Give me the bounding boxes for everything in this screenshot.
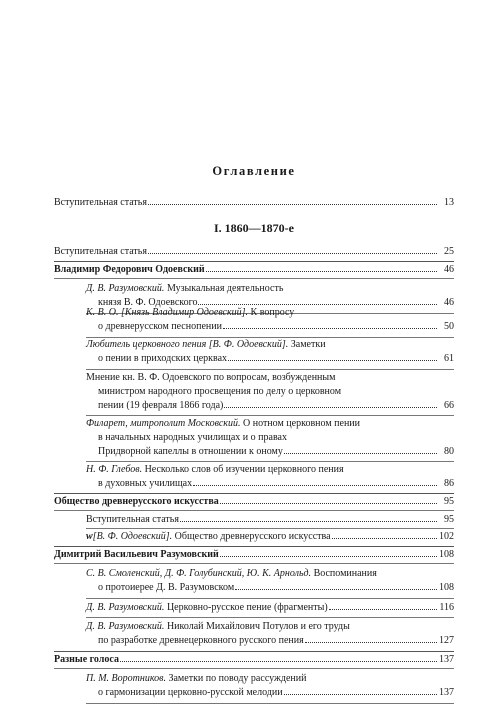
leader-dots <box>235 589 437 590</box>
divider <box>54 510 454 511</box>
leader-dots <box>180 521 437 522</box>
page-number: 50 <box>444 321 454 333</box>
entry-title: Воспоминания <box>311 568 377 579</box>
entry-author: Любитель церковного пения [В. Ф. Одоевский]. <box>86 339 289 350</box>
page-number: 61 <box>444 353 454 365</box>
entry-author: Филарет, митрополит Московский. <box>86 418 241 429</box>
toc-heading-society[interactable] <box>54 495 454 509</box>
leader-dots <box>220 503 437 504</box>
divider <box>86 617 454 618</box>
toc-entry[interactable] <box>86 620 454 648</box>
toc-entry[interactable] <box>86 601 454 615</box>
leader-dots <box>224 407 437 408</box>
divider <box>86 369 454 370</box>
entry-title: Общество древнерусского искусства <box>172 531 331 542</box>
heading-title: Владимир Федорович Одоевский <box>54 264 205 275</box>
page-number: 95 <box>444 496 454 507</box>
divider <box>54 261 454 262</box>
toc-title: Оглавление <box>212 164 296 178</box>
entry-title-cont: князя В. Ф. Одоевского <box>98 297 198 309</box>
page-number: 108 <box>439 549 454 560</box>
entry-author: Д. В. Разумовский. <box>86 621 165 632</box>
entry-title: Заметки по поводу рассуждений <box>165 673 307 684</box>
leader-dots <box>329 609 437 610</box>
toc-heading-razumovsky[interactable] <box>54 548 454 562</box>
leader-dots <box>220 556 437 557</box>
leader-dots <box>223 328 437 329</box>
toc-entry[interactable] <box>86 567 454 595</box>
entry-title: Вступительная статья <box>54 197 147 208</box>
divider <box>54 668 454 669</box>
toc-entry-section-intro[interactable] <box>54 245 454 259</box>
leader-dots <box>148 253 437 254</box>
divider <box>54 546 454 547</box>
page-number: 127 <box>439 635 454 647</box>
page-number: 108 <box>439 582 454 594</box>
toc-entry[interactable] <box>86 417 454 460</box>
entry-title: Мнение кн. В. Ф. Одоевского по вопросам, возбужденным <box>86 372 336 383</box>
entry-author-mark: w <box>86 531 93 542</box>
divider <box>86 461 454 462</box>
heading-title: Общество древнерусского искусства <box>54 496 219 507</box>
entry-title-cont: в начальных народных училищах и о правах <box>98 432 287 444</box>
page-number: 137 <box>439 654 454 665</box>
table-of-contents <box>54 0 454 720</box>
entry-title-cont: в духовных училищах <box>98 478 193 490</box>
entry-title-cont: Придворной капеллы в отношении к оному <box>98 446 283 458</box>
entry-title: Церковно-русское пение (фрагменты) <box>164 602 328 613</box>
divider <box>54 651 454 652</box>
page-number: 25 <box>444 246 454 257</box>
entry-title: О нотном церковном пении <box>240 418 360 429</box>
toc-entry[interactable] <box>86 463 454 491</box>
leader-dots <box>120 661 437 662</box>
entry-title: Вступительная статья <box>86 514 179 525</box>
entry-title: Вступительная статья <box>54 246 147 257</box>
leader-dots <box>228 360 437 361</box>
leader-dots <box>193 485 437 486</box>
page-number: 13 <box>444 197 454 208</box>
divider <box>54 278 454 279</box>
page-number: 95 <box>444 514 454 525</box>
page-number: 86 <box>444 478 454 490</box>
page-number: 116 <box>439 602 454 613</box>
entry-title: Заметки <box>288 339 326 350</box>
toc-heading-voices[interactable] <box>54 653 454 667</box>
toc-entry[interactable] <box>86 513 454 527</box>
divider <box>86 598 454 599</box>
entry-title-cont: о гармонизации церковно-русской мелодии <box>98 687 283 699</box>
page-number: 46 <box>444 297 454 309</box>
leader-dots <box>148 204 437 205</box>
entry-title: К вопросу <box>248 307 295 318</box>
page-number: 102 <box>439 531 454 542</box>
toc-entry-intro[interactable] <box>54 196 454 210</box>
divider <box>54 563 454 564</box>
toc-entry[interactable] <box>86 672 454 700</box>
divider <box>86 703 454 704</box>
entry-title: Музыкальная деятельность <box>164 283 284 294</box>
toc-heading-odoevsky[interactable] <box>54 263 454 277</box>
entry-author: С. В. Смоленский, Д. Ф. Голубинский, Ю. К. Арнольд. <box>86 568 312 579</box>
entry-title-cont: о протоиерее Д. В. Разумовском <box>98 582 235 594</box>
page-number: 137 <box>439 687 454 699</box>
toc-entry[interactable] <box>86 306 454 334</box>
entry-author: Д. В. Разумовский. <box>86 283 165 294</box>
leader-dots <box>332 538 437 539</box>
entry-title-cont: по разработке древнецерковного русского пения <box>98 635 304 647</box>
entry-author: К. В. О. [Князь Владимир Одоевский]. <box>86 307 249 318</box>
entry-author: Н. Ф. Глебов. <box>86 464 143 475</box>
toc-entry[interactable] <box>86 530 454 544</box>
page-number: 80 <box>444 446 454 458</box>
leader-dots <box>305 642 437 643</box>
divider <box>86 528 454 529</box>
entry-title-cont: министром народного просвещения по делу о церковном <box>98 386 342 398</box>
page-number: 46 <box>444 264 454 275</box>
entry-title-cont: о древнерусском песнопении <box>98 321 222 333</box>
entry-title-cont: о пении в приходских церквах <box>98 353 228 365</box>
entry-author: Д. В. Разумовский. <box>86 602 165 613</box>
toc-entry[interactable] <box>86 371 454 414</box>
heading-title: Разные голоса <box>54 654 119 665</box>
entry-title-cont: пении (19 февраля 1866 года) <box>98 400 224 412</box>
entry-title: Несколько слов об изучении церковного пения <box>142 464 344 475</box>
divider <box>86 415 454 416</box>
section-title: I. 1860—1870-е <box>214 221 294 235</box>
heading-title: Димитрий Васильевич Разумовский <box>54 549 219 560</box>
page-number: 66 <box>444 400 454 412</box>
leader-dots <box>284 453 437 454</box>
entry-author: П. М. Воротников. <box>86 673 166 684</box>
entry-author: [В. Ф. Одоевский]. <box>92 531 173 542</box>
entry-title: Николай Михайлович Потулов и его труды <box>164 621 350 632</box>
leader-dots <box>206 271 437 272</box>
leader-dots <box>284 694 437 695</box>
divider <box>54 493 454 494</box>
toc-entry[interactable] <box>86 338 454 366</box>
